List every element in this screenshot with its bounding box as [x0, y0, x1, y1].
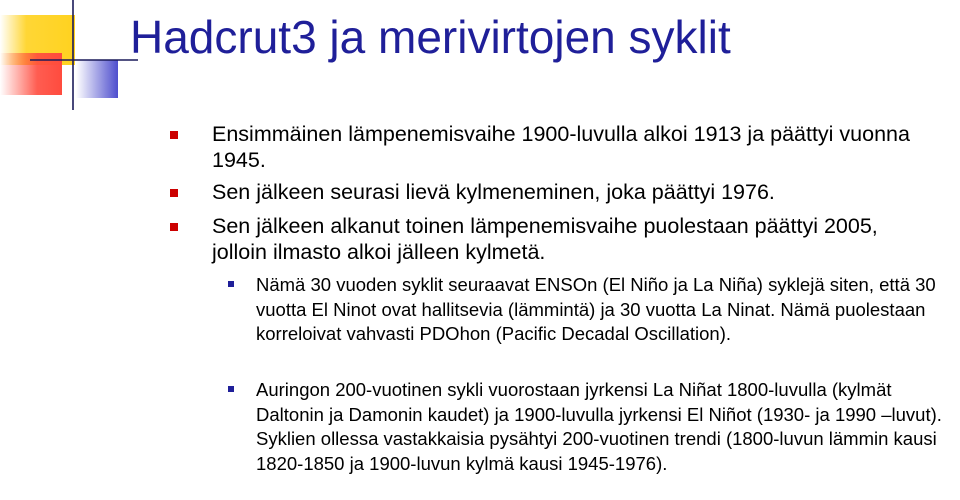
subbullet-text: Auringon 200-vuotinen sykli vuorostaan jyrkensi La Niñat 1800-luvulla (kylmät Daltonin ja Damonin kaudet) ja 1900-luvulla jyrkensi El Niñot (1930- ja 1990 –luvut). Syklien ollessa vastakkaisia pysähtyi 200-vuotinen trendi (1800-luvun lämmin kausi 1820-1850 ja 1900-luvun kylmä kausi 1945-1976).: [256, 379, 942, 474]
bullet-text: Ensimmäinen lämpenemisvaihe 1900-luvulla alkoi 1913 ja päättyi vuonna 1945.: [212, 122, 910, 172]
subbullet-text: Nämä 30 vuoden syklit seuraavat ENSOn (El Niño ja La Niña) syklejä siten, että 30 vuotta El Ninot ovat hallitsevia (lämmintä) ja 30 vuotta La Ninat. Nämä puolestaan korreloivat vahvasti PDOhon (Pacific Decadal Oscillation).: [256, 274, 936, 344]
bullet-marker: [170, 189, 178, 197]
bullet-marker: [170, 223, 178, 231]
subbullet-marker: [228, 386, 234, 392]
bullet-text: Sen jälkeen seurasi lievä kylmeneminen, joka päättyi 1976.: [212, 180, 775, 204]
subbullet-item: [232, 378, 960, 476]
bullet-item: [182, 213, 942, 265]
bullet-item: [182, 121, 942, 173]
slide-title: Hadcrut3 ja merivirtojen syklit: [130, 11, 731, 63]
bullet-item: [182, 179, 942, 205]
bullet-text: Sen jälkeen alkanut toinen lämpenemisvaihe puolestaan päättyi 2005, jolloin ilmasto alkoi jälleen kylmetä.: [212, 214, 878, 264]
bullet-marker: [170, 131, 178, 139]
subbullet-marker: [228, 281, 234, 287]
subbullet-item: [232, 273, 960, 347]
